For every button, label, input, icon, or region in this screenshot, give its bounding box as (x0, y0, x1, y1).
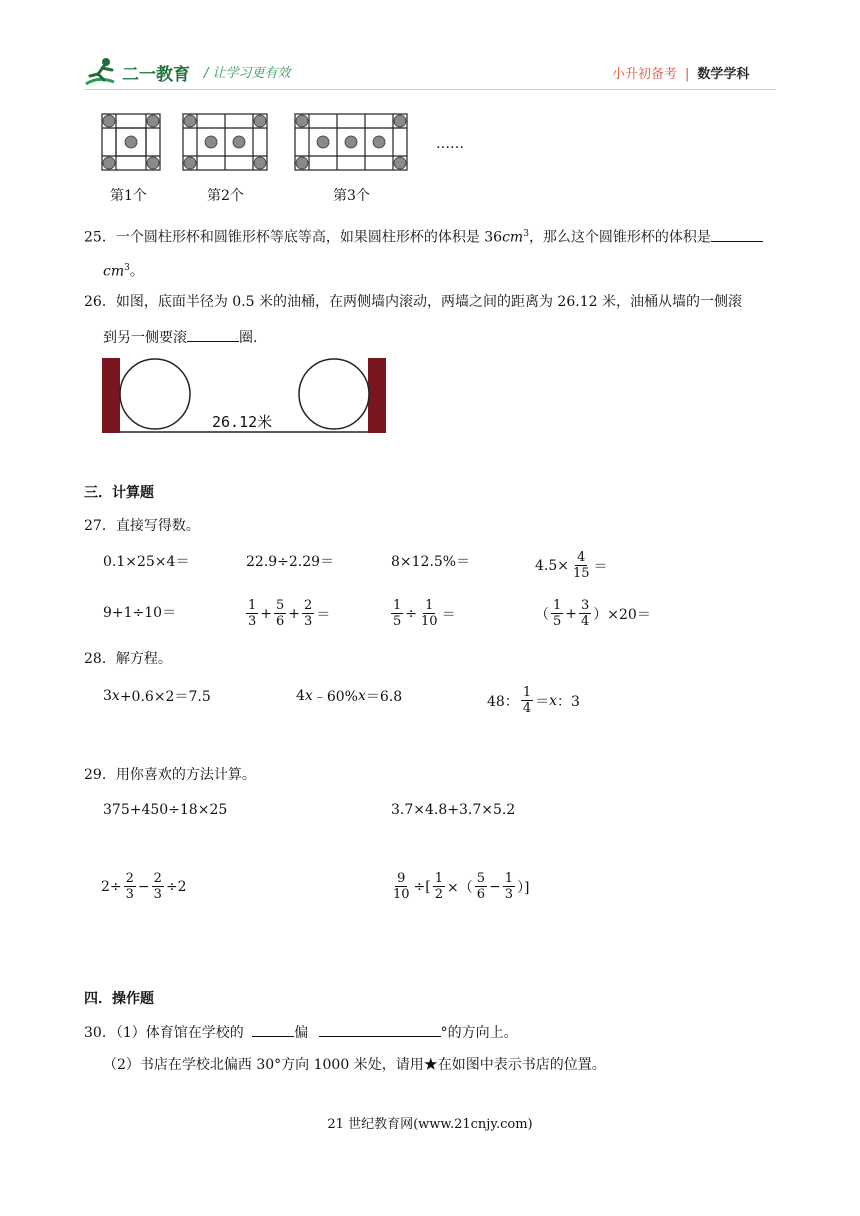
header-subject-label: 数学学科 (697, 67, 750, 82)
q29-item-b: 3.7×4.8+3.7×5.2 (391, 802, 516, 818)
q29-d-frac3-den: 6 (476, 887, 486, 902)
q27-f-frac3 (302, 598, 314, 629)
q28-e2-var2: x (357, 688, 366, 704)
q28-e3-pre: 48： (487, 693, 519, 710)
q29-c-pre: 2÷ (101, 878, 122, 895)
q27-f-frac2-num: 5 (276, 598, 285, 613)
question-28-title: 28．解方程。 (84, 651, 172, 667)
q27-f-plus1: + (260, 605, 273, 622)
header-right (612, 63, 749, 82)
q26-text-a: 到另一侧要滚 (103, 330, 187, 346)
q28-e1-var: x (111, 688, 120, 704)
q27-item-g (389, 598, 456, 629)
q25-unit2: cm (103, 263, 125, 280)
q29-item-d (389, 871, 530, 902)
q27-item-e: 9+1÷10＝ (103, 605, 177, 621)
q29-d-frac4-num: 1 (504, 871, 514, 886)
section-3-title: 三．计算题 (84, 485, 154, 501)
q27-h-frac1 (551, 598, 563, 629)
question-26-line1: 26．如图，底面半径为 0.5 米的油桶，在两侧墙内滚动，两墙之间的距离为 26.12 米，油桶从墙的一侧滚 (84, 294, 742, 310)
header-divider (84, 89, 776, 90)
q27-g-frac2 (419, 598, 440, 629)
figure-label-2: 第2个 (207, 188, 244, 204)
q30-text-c: °的方向上。 (440, 1025, 518, 1041)
q25-text: 25．一个圆柱形杯和圆锥形杯等底等高，如果圆柱形杯的体积是 36 (84, 229, 503, 246)
q25-answer-blank[interactable] (711, 227, 763, 242)
q27-f-frac2-den: 6 (276, 614, 285, 629)
q28-e3-var: x (549, 692, 558, 709)
q27-g-frac2-den: 10 (421, 614, 438, 629)
q25-sup2: 3 (124, 263, 130, 273)
q27-item-a: 0.1×25×4＝ (103, 554, 190, 570)
left-wall (102, 358, 120, 433)
q27-h-frac2-den: 4 (581, 614, 590, 629)
q28-e3-den: 4 (522, 701, 532, 716)
q27-g-frac1 (391, 598, 403, 629)
q27-f-eq: ＝ (316, 606, 331, 623)
section-4-title: 四．操作题 (84, 991, 154, 1007)
q29-d-frac4 (503, 871, 515, 902)
question-26-line2 (103, 327, 257, 348)
q29-c-frac1 (124, 871, 136, 902)
pattern-figures (100, 112, 480, 174)
q28-e1-post: +0.6×2＝7.5 (119, 689, 211, 705)
q27-f-frac1 (246, 598, 258, 629)
q27-g-eq: ＝ (441, 606, 456, 623)
q27-h-plus: + (565, 605, 578, 622)
pattern-ellipsis: …… (436, 136, 464, 152)
q28-e3-frac (521, 685, 533, 716)
runner-logo-icon (84, 56, 124, 88)
q27-item-h (535, 598, 651, 629)
barrel-right (299, 359, 369, 429)
q29-c-post: ÷2 (165, 878, 187, 895)
q27-d-num: 4 (577, 550, 586, 565)
barrel-left (120, 359, 190, 429)
q28-e2-var: x (304, 688, 313, 704)
brand-logo (84, 56, 194, 88)
q27-g-frac1-den: 5 (393, 614, 402, 629)
q27-d-pre: 4.5× (535, 557, 569, 574)
figure-label-3: 第3个 (333, 188, 370, 204)
q27-item-b: 22.9÷2.29＝ (246, 554, 335, 570)
q29-c-minus: − (137, 878, 150, 895)
figure-label-1: 第1个 (110, 188, 147, 204)
q30-angle-blank[interactable] (319, 1022, 441, 1037)
question-27-title: 27．直接写得数。 (84, 518, 200, 534)
q29-d-frac2-den: 2 (434, 887, 444, 902)
barrel-wall-figure (100, 356, 390, 436)
q29-d-div: ÷[ (413, 878, 431, 895)
question-29-title: 29．用你喜欢的方法计算。 (84, 767, 256, 783)
q29-d-frac1-num: 9 (397, 871, 406, 886)
q29-d-frac3-num: 5 (476, 871, 486, 886)
header-exam-label: 小升初备考 (612, 67, 678, 82)
q29-d-frac3 (475, 871, 487, 902)
header-slogan: / 让学习更有效 (204, 66, 291, 81)
q29-c-frac2-den: 3 (153, 887, 162, 902)
q29-d-times: ×（ (447, 879, 473, 896)
q28-e2-post: ＝6.8 (365, 689, 403, 705)
q27-f-frac3-den: 3 (304, 614, 313, 629)
q27-d-post: ＝ (593, 558, 608, 575)
q29-d-frac2 (433, 871, 445, 902)
question-25-line2 (103, 258, 144, 282)
distance-label: 26.12米 (212, 413, 273, 431)
q25-sup: 3 (523, 229, 529, 239)
question-30-line1 (84, 1022, 518, 1043)
question-25-line1 (84, 224, 763, 248)
q27-h-open: （ (535, 606, 549, 623)
q25-text2: ，那么这个圆锥形杯的体积是 (528, 229, 711, 246)
q30-text-b: 偏 (294, 1025, 309, 1041)
q28-eq-2 (296, 686, 402, 706)
q27-item-c: 8×12.5%＝ (391, 554, 471, 570)
q29-c-frac2 (152, 871, 164, 902)
q29-c-frac1-num: 2 (125, 871, 134, 886)
q28-eq-3 (487, 685, 580, 716)
q27-g-frac2-num: 1 (425, 598, 434, 613)
q27-item-d (535, 550, 608, 581)
q25-end: 。 (129, 263, 144, 280)
q28-e3-mid: ＝ (535, 693, 550, 710)
q27-h-frac1-num: 1 (553, 598, 562, 613)
q30-text-a: 30．（1）体育馆在学校的 (84, 1025, 244, 1041)
q29-item-c (101, 871, 187, 902)
header-separator: | (685, 67, 690, 82)
q28-e1-pre: 3 (103, 688, 112, 704)
q29-d-end: ）] (517, 879, 530, 896)
q29-d-frac4-den: 3 (504, 887, 514, 902)
q28-e3-num: 1 (522, 685, 532, 700)
logo-text: 二一教育 (122, 65, 190, 85)
q26-text-b: 圈. (239, 330, 258, 346)
q27-h-frac2-num: 3 (581, 598, 590, 613)
q27-item-f (244, 598, 330, 629)
q29-d-minus: − (489, 878, 501, 895)
q27-f-frac1-den: 3 (248, 614, 257, 629)
q29-d-frac1-den: 10 (393, 887, 410, 902)
q27-f-frac1-num: 1 (248, 598, 257, 613)
q25-unit: cm (502, 229, 524, 246)
q26-answer-blank[interactable] (187, 327, 239, 342)
q27-f-frac3-num: 2 (304, 598, 313, 613)
q28-e3-post: ：3 (557, 693, 580, 710)
q27-h-post: ）×20＝ (593, 606, 651, 623)
q30-direction-blank[interactable] (252, 1022, 294, 1037)
q29-d-frac2-num: 1 (434, 871, 444, 886)
q29-c-frac1-den: 3 (125, 887, 134, 902)
q28-e2-pre: 4 (296, 688, 305, 704)
q28-eq-1 (103, 686, 211, 706)
q27-g-frac1-num: 1 (393, 598, 402, 613)
q29-d-frac1 (391, 871, 412, 902)
q27-d-fraction (571, 550, 592, 581)
q27-h-frac1-den: 5 (553, 614, 562, 629)
q27-f-frac2 (274, 598, 286, 629)
q27-d-den: 15 (573, 566, 590, 581)
q27-h-frac2 (579, 598, 591, 629)
footer-source: 21 世纪教育网(www.21cnjy.com) (327, 1117, 533, 1132)
q29-c-frac2-num: 2 (153, 871, 162, 886)
q27-f-plus2: + (288, 605, 301, 622)
right-wall (368, 358, 386, 433)
q28-e2-mid: ﹣60% (312, 689, 358, 705)
question-30-line2: （2）书店在学校北偏西 30°方向 1000 米处，请用★在如图中表示书店的位置。 (103, 1057, 606, 1073)
q29-item-a: 375+450÷18×25 (103, 802, 228, 818)
q27-g-div: ÷ (405, 605, 418, 622)
